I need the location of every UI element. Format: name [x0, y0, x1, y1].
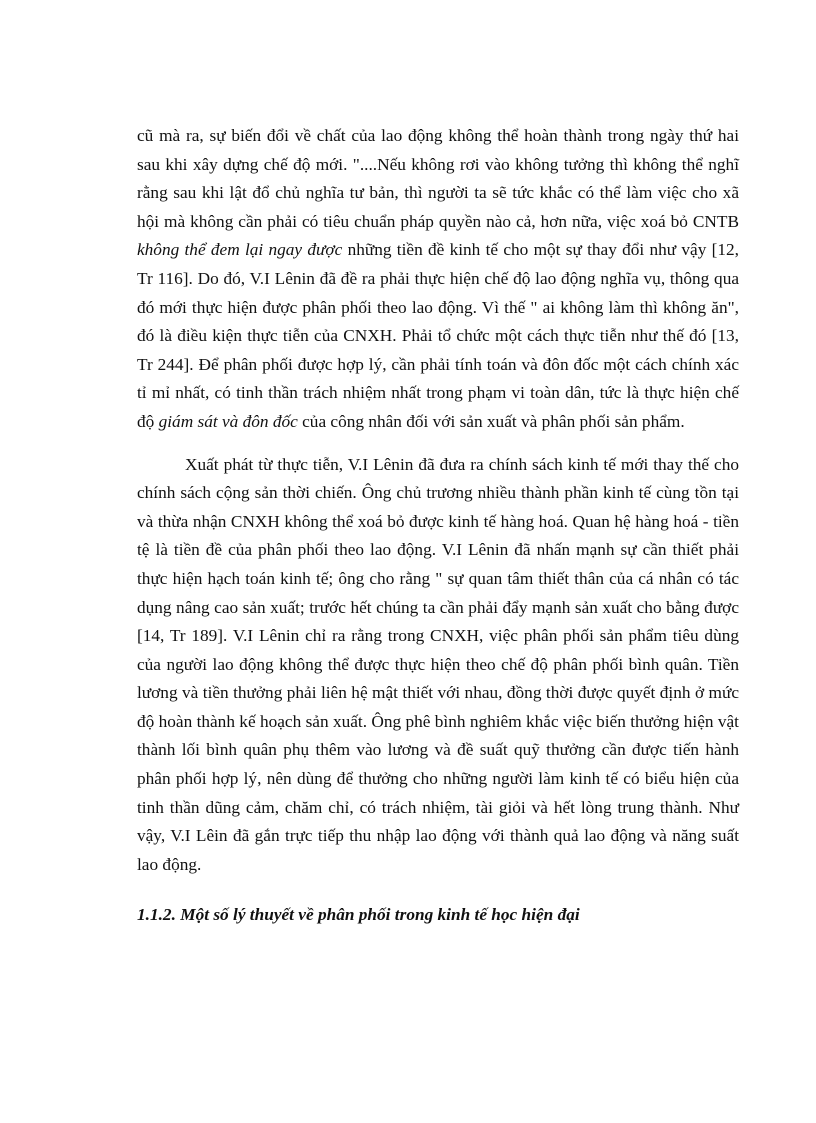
paragraph-1-text-a: cũ mà ra, sự biến đổi về chất của lao động không thể hoàn thành trong ngày thứ hai sau khi xây dựng chế độ mới. "....Nếu không rơi vào không tưởng thì không thể nghĩ rằng sau khi lật đổ chủ nghĩa tư bản, thì người ta sẽ tức khắc có thể làm việc cho xã hội mà không cần phải có tiêu chuẩn pháp quyền nào cả, hơn nữa, việc xoá bỏ CNTB	[137, 126, 739, 231]
paragraph-continuation	[137, 122, 739, 437]
document-page	[137, 122, 739, 930]
paragraph-lenin-nep: Xuất phát từ thực tiễn, V.I Lênin đã đưa ra chính sách kinh tế mới thay thế cho chính sách cộng sản thời chiến. Ông chủ trương nhiều thành phần kinh tế cùng tồn tại và thừa nhận CNXH không thể xoá bỏ được kinh tế hàng hoá. Quan hệ hàng hoá - tiền tệ là tiền đề của phân phối theo lao động. V.I Lênin đã nhấn mạnh sự cần thiết phải thực hiện hạch toán kinh tế; ông cho rằng " sự quan tâm thiết thân của cá nhân có tác dụng nâng cao sản xuất; trước hết chúng ta cần phải đẩy mạnh sản xuất cho bằng được [14, Tr 189]. V.I Lênin chỉ ra rằng trong CNXH, việc phân phối sản phẩm tiêu dùng của người lao động không thể được thực hiện theo chế độ phân phối bình quân. Tiền lương và tiền thưởng phải liên hệ mật thiết với nhau, đồng thời được quyết định ở mức độ hoàn thành kế hoạch sản xuất. Ông phê bình nghiêm khắc việc biến thưởng hiện vật thành lối bình quân phụ thêm vào lương và đề suất quỹ thưởng cần được tiến hành phân phối hợp lý, nên dùng để thưởng cho những người làm kinh tế có biểu hiện của tinh thần dũng cảm, chăm chỉ, có trách nhiệm, tài giỏi và hết lòng trung thành. Như vậy, V.I Lêin đã gắn trực tiếp thu nhập lao động với thành quả lao động và năng suất lao động.	[137, 454, 739, 874]
section-heading: 1.1.2. Một số lý thuyết về phân phối trong kinh tế học hiện đại	[137, 905, 580, 925]
paragraph-1-text-c: của công nhân đối với sản xuất và phân phối sản phẩm.	[297, 411, 685, 431]
paragraph-1-italic-a: không thể đem lại ngay được	[137, 240, 343, 260]
paragraph-1-italic-b: giám sát và đôn đốc	[158, 411, 298, 431]
paragraph-1-text-b: những tiền đề kinh tế cho một sự thay đổi như vậy [12, Tr 116]. Do đó, V.I Lênin đã đề ra phải thực hiện chế độ lao động nghĩa vụ, thông qua đó mới thực hiện được phân phối theo lao động. Vì thế " ai không làm thì không ăn", đó là điều kiện thực tiễn của CNXH. Phải tổ chức một cách thực tiễn như thế đó [13, Tr 244]. Để phân phối được hợp lý, cần phải tính toán và đôn đốc một cách chính xác tỉ mỉ nhất, có tinh thần trách nhiệm nhất trong phạm vi toàn dân, tức là thực hiện chế độ	[137, 240, 739, 431]
